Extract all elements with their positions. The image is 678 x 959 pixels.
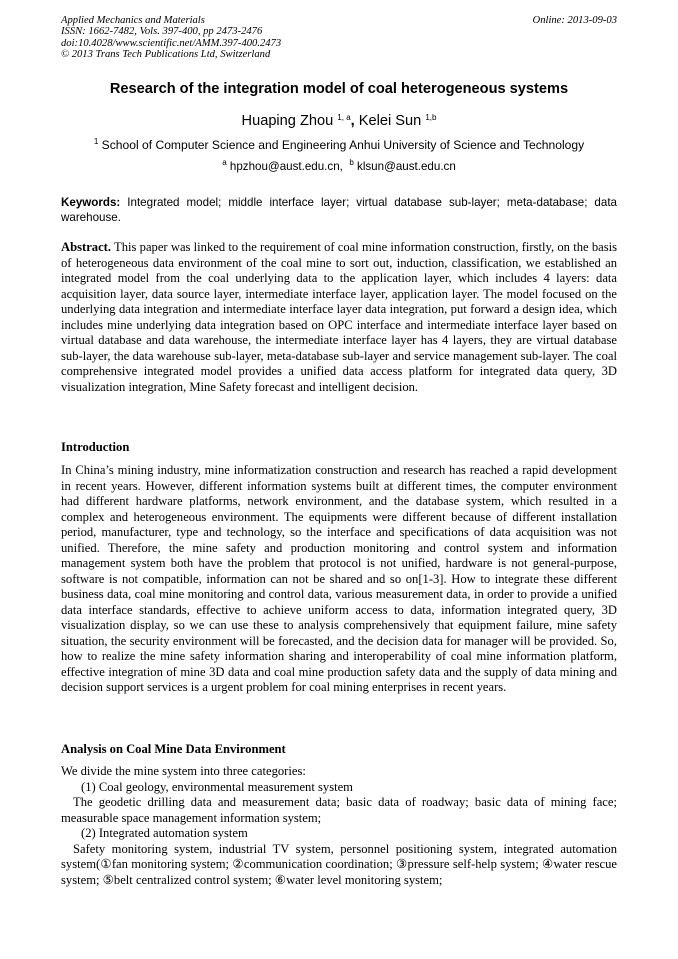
keywords-text: Integrated model; middle interface layer; virtual database sub-layer; meta-database; data warehouse. <box>61 196 617 224</box>
introduction-text: In China’s mining industry, mine informatization construction and research has reached a rapid development in recent years. However, different information systems built at different times, the computer environment had different hardware platforms, network environment, and the database system, which resulted in a complex and heterogeneous environment. The equipments were different because of different installation period, manufacturer, type and technology, so the interface and specifications of data acquisition was not unified. Therefore, the mine safety and production monitoring and control system and information management system both have the problem that protocol is not unified, hardware is not general-purpose, software is not compatible, information can not be shared and so on[1-3]. How to integrate these different business data, coal mine monitoring and control data, various measurement data, in order to provide a unified data interface standards, effective to achieve uniform access to data, information integrated query, 3D visualization display, so we can use these to analysis comprehensively that equipment failure, mine safety situation, the security environment will be forecasted, and the decision data for manager will be provided. So, how to realize the mine safety information sharing and interoperability of coal mine information platform, effective integration of mine 3D data and coal mine production safety data and the supply of data mining and decision support services is a urgent problem for coal mining enterprises in recent years. <box>61 463 617 694</box>
analysis-item-2-text: Safety monitoring system, industrial TV system, personnel positioning system, integrated automation system(①fan monitoring system; ②communication coordination; ③pressure self-help system; ④water rescue system; ⑤belt centralized control system; ⑥water level monitoring system; <box>61 841 617 887</box>
affiliation-text: School of Computer Science and Engineering Anhui University of Science and Technology <box>101 138 585 152</box>
analysis-item-2: (2) Integrated automation system <box>81 826 248 840</box>
abstract-text: This paper was linked to the requirement of coal mine information construction, firstly, on the basis of heterogeneous data environment of the coal mine to sort out, induction, classification, we established an integrated model from the coal underlying data to the application layer, which includes 4 layers: data acquisition layer, data source layer, intermediate interface layer, application layer. The model focused on the underlying data integration and intermediate interface layer data integration, put forward a design idea, which includes mine underlying data integration based on OPC interface and intermediate interface layer based on virtual database and data warehouse, the intermediate interface layer has 4 layers, they are virtual database sub-layer, the data warehouse sub-layer, meta-database sub-layer and service management sub-layer. The coal comprehensive integrated model provides a unified data access platform for integrated data query, 3D visualization integration, Mine Safety forecast and intelligent decision. <box>61 240 618 394</box>
author-2: Kelei Sun <box>358 113 422 129</box>
paper-title: Research of the integration model of coal heterogeneous systems <box>109 81 569 97</box>
analysis-intro: We divide the mine system into three categories: <box>61 764 306 778</box>
issn-line: ISSN: 1662-7482, Vols. 397-400, pp 2473-2476 <box>61 26 263 38</box>
copyright-line: © 2013 Trans Tech Publications Ltd, Switzerland <box>61 49 271 61</box>
affiliation <box>61 138 617 152</box>
analysis-item-1: (1) Coal geology, environmental measurement system <box>81 779 353 794</box>
email-a-sup: a <box>222 158 227 167</box>
abstract <box>61 240 617 395</box>
keywords <box>61 195 617 225</box>
doi-line: doi:10.4028/www.scientific.net/AMM.397-400.2473 <box>61 37 282 49</box>
email-a: hpzhou@aust.edu.cn, <box>229 160 343 173</box>
email-line <box>61 160 617 173</box>
section-heading-analysis: Analysis on Coal Mine Data Environment <box>61 742 286 756</box>
author-list: Huaping Zhou $^{1, a}$, Kelei Sun $^{1,b}$ <box>241 113 437 129</box>
author-1-sup: 1, a <box>337 113 351 122</box>
analysis-item-1-text: The geodetic drilling data and measurement data; basic data of roadway; basic data of mining face; measurable space management information system; <box>61 795 617 825</box>
email-b-sup: b <box>349 158 354 167</box>
journal-header <box>61 15 617 61</box>
section-heading-introduction: Introduction <box>61 440 130 454</box>
author-2-sup: 1,b <box>425 113 437 122</box>
keywords-label: Keywords: <box>61 196 121 209</box>
journal-name: Applied Mechanics and Materials <box>61 15 205 26</box>
email-b: klsun@aust.edu.cn <box>357 160 456 173</box>
author-1: Huaping Zhou <box>241 113 334 129</box>
online-date: Online: 2013-09-03 <box>532 15 617 26</box>
abstract-label: Abstract. <box>61 240 112 254</box>
affiliation-sup: 1 <box>93 137 99 146</box>
analysis-section <box>61 764 617 888</box>
